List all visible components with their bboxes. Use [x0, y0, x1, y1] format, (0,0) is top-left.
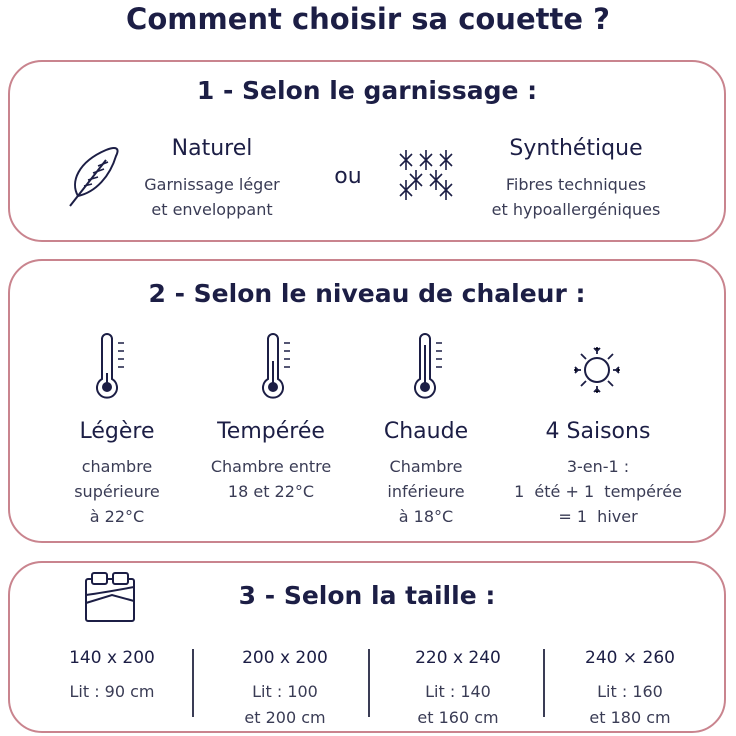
level-four-seasons-line2: 1 été + 1 tempérée	[514, 482, 682, 501]
or-label: ou	[334, 164, 362, 189]
size-4-bed-line2: et 180 cm	[589, 708, 671, 727]
size-2-dimensions: 200 x 200	[242, 648, 328, 668]
divider	[368, 649, 370, 717]
thermometer-low-icon	[92, 333, 132, 403]
level-warm-name: Chaude	[383, 419, 469, 444]
level-temperate-line2: 18 et 22°C	[227, 482, 315, 501]
level-four-seasons-line3: = 1 hiver	[558, 507, 638, 526]
section-size-heading: 3 - Selon la taille :	[238, 581, 496, 610]
level-four-seasons-name: 4 Saisons	[545, 419, 651, 444]
size-1-bed-line1: Lit : 90 cm	[69, 682, 155, 701]
size-2-bed-line1: Lit : 100	[252, 682, 318, 701]
level-light-line3: à 22°C	[89, 507, 145, 526]
size-2-bed-line2: et 200 cm	[244, 708, 326, 727]
sun-snow-icon	[572, 345, 622, 395]
natural-desc-line2: et enveloppant	[151, 200, 273, 219]
size-4-dimensions: 240 × 260	[585, 648, 675, 668]
level-light-line1: chambre	[81, 457, 153, 476]
fibers-icon	[398, 148, 458, 202]
level-temperate-name: Tempérée	[217, 419, 325, 444]
natural-desc-line1: Garnissage léger	[144, 175, 280, 194]
thermometer-medium-icon	[258, 333, 298, 403]
level-four-seasons-line1: 3-en-1 :	[566, 457, 630, 476]
size-1-dimensions: 140 x 200	[69, 648, 155, 668]
section-size	[8, 561, 726, 733]
level-temperate-line1: Chambre entre	[210, 457, 332, 476]
level-light-name: Légère	[79, 419, 155, 444]
size-3-dimensions: 220 x 240	[415, 648, 501, 668]
synthetic-desc-line2: et hypoallergéniques	[491, 200, 661, 219]
thermometer-high-icon	[410, 333, 450, 403]
divider	[192, 649, 194, 717]
synthetic-desc-line1: Fibres techniques	[505, 175, 647, 194]
size-4-bed-line1: Lit : 160	[597, 682, 663, 701]
section-filling	[8, 60, 726, 242]
divider	[543, 649, 545, 717]
section-warmth	[8, 259, 726, 543]
page-title: Comment choisir sa couette ?	[126, 2, 610, 36]
size-3-bed-line1: Lit : 140	[425, 682, 491, 701]
section-filling-heading: 1 - Selon le garnissage :	[196, 76, 538, 105]
size-3-bed-line2: et 160 cm	[417, 708, 499, 727]
natural-name: Naturel	[171, 136, 253, 161]
level-warm-line3: à 18°C	[398, 507, 454, 526]
level-warm-line2: inférieure	[387, 482, 465, 501]
synthetic-name: Synthétique	[509, 136, 643, 161]
level-warm-line1: Chambre	[389, 457, 463, 476]
level-light-line2: supérieure	[74, 482, 160, 501]
section-warmth-heading: 2 - Selon le niveau de chaleur :	[148, 279, 586, 308]
feather-icon	[66, 146, 124, 208]
